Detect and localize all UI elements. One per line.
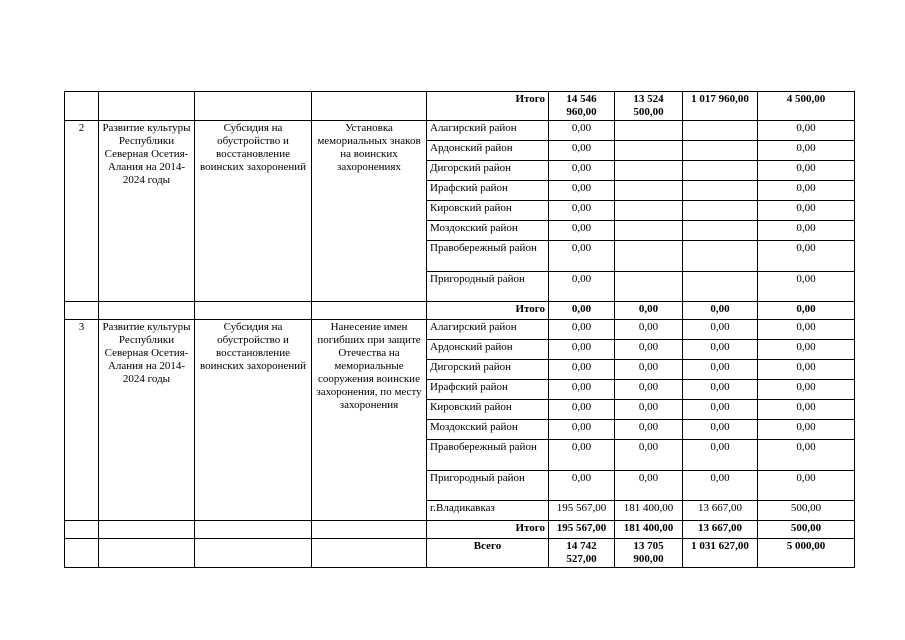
amount-cell: 0,00 [549,121,615,141]
amount-cell: 0,00 [683,360,758,380]
amount-cell: 500,00 [758,501,855,521]
empty-cell [99,302,195,320]
amount-cell: 0,00 [615,380,683,400]
total-value: 13 524 500,00 [615,92,683,121]
total-value: 14 546 960,00 [549,92,615,121]
amount-cell: 0,00 [549,320,615,340]
amount-cell [615,181,683,201]
amount-cell: 0,00 [758,181,855,201]
budget-table [64,91,855,568]
district-name: Правобережный район [427,241,549,272]
empty-cell [195,302,312,320]
event-name: Установка мемориальных знаков на воинских захоронениях [312,121,427,302]
amount-cell: 181 400,00 [615,501,683,521]
amount-cell [615,272,683,302]
amount-cell: 0,00 [549,440,615,471]
empty-cell [195,539,312,568]
amount-cell: 0,00 [549,360,615,380]
empty-cell [312,302,427,320]
amount-cell [615,201,683,221]
grand-total-value: 14 742 527,00 [549,539,615,568]
amount-cell: 0,00 [549,221,615,241]
district-name: Пригородный район [427,471,549,501]
subtotal-row [65,302,855,320]
row-number: 2 [65,121,99,302]
amount-cell: 0,00 [683,440,758,471]
amount-cell: 0,00 [758,272,855,302]
total-value: 0,00 [549,302,615,320]
district-name: Кировский район [427,201,549,221]
amount-cell: 0,00 [758,141,855,161]
district-name: Ирафский район [427,380,549,400]
amount-cell [683,141,758,161]
district-name: Моздокский район [427,221,549,241]
event-name: Нанесение имен погибших при защите Отечества на мемориальные сооружения воинские захоронения, по месту захоронения [312,320,427,521]
amount-cell: 0,00 [758,241,855,272]
empty-cell [65,92,99,121]
amount-cell: 0,00 [615,340,683,360]
amount-cell [615,221,683,241]
amount-cell [615,241,683,272]
amount-cell: 0,00 [758,320,855,340]
district-name: Кировский район [427,400,549,420]
subsidy-name: Субсидия на обустройство и восстановление воинских захоронений [195,320,312,521]
amount-cell: 0,00 [549,471,615,501]
amount-cell: 0,00 [683,471,758,501]
amount-cell: 0,00 [683,420,758,440]
amount-cell: 0,00 [615,360,683,380]
table-row [65,121,855,141]
amount-cell [615,141,683,161]
grand-total-value: 5 000,00 [758,539,855,568]
total-value: 0,00 [683,302,758,320]
amount-cell: 0,00 [549,161,615,181]
amount-cell: 0,00 [758,121,855,141]
empty-cell [65,302,99,320]
amount-cell: 0,00 [758,201,855,221]
empty-cell [195,521,312,539]
grand-total-value: 1 031 627,00 [683,539,758,568]
total-label: Итого [427,92,549,121]
subtotal-row [65,521,855,539]
empty-cell [65,521,99,539]
amount-cell: 0,00 [683,320,758,340]
amount-cell: 0,00 [758,440,855,471]
amount-cell: 0,00 [549,340,615,360]
amount-cell: 0,00 [683,380,758,400]
amount-cell: 0,00 [549,141,615,161]
amount-cell: 0,00 [683,340,758,360]
district-name: г.Владикавказ [427,501,549,521]
total-value: 181 400,00 [615,521,683,539]
district-name: Алагирский район [427,320,549,340]
top-total-row [65,92,855,121]
amount-cell: 0,00 [758,360,855,380]
district-name: Моздокский район [427,420,549,440]
district-name: Дигорский район [427,360,549,380]
amount-cell: 195 567,00 [549,501,615,521]
empty-cell [99,521,195,539]
amount-cell: 0,00 [549,272,615,302]
empty-cell [312,521,427,539]
district-name: Ардонский район [427,141,549,161]
amount-cell [683,201,758,221]
program-name: Развитие культуры Республики Северная Осетия-Алания на 2014-2024 годы [99,320,195,521]
subsidy-name: Субсидия на обустройство и восстановление воинских захоронений [195,121,312,302]
amount-cell: 0,00 [758,161,855,181]
empty-cell [99,92,195,121]
amount-cell: 0,00 [615,471,683,501]
total-value: 4 500,00 [758,92,855,121]
total-value: 13 667,00 [683,521,758,539]
total-value: 1 017 960,00 [683,92,758,121]
empty-cell [65,539,99,568]
amount-cell: 0,00 [549,241,615,272]
empty-cell [312,92,427,121]
amount-cell: 0,00 [758,340,855,360]
district-name: Правобережный район [427,440,549,471]
amount-cell: 0,00 [549,380,615,400]
amount-cell: 0,00 [615,320,683,340]
amount-cell: 0,00 [758,221,855,241]
total-value: 500,00 [758,521,855,539]
total-value: 195 567,00 [549,521,615,539]
empty-cell [312,539,427,568]
district-name: Дигорский район [427,161,549,181]
amount-cell [615,121,683,141]
amount-cell: 0,00 [615,400,683,420]
amount-cell: 0,00 [758,380,855,400]
amount-cell [683,221,758,241]
amount-cell: 0,00 [615,420,683,440]
amount-cell [615,161,683,181]
district-name: Ирафский район [427,181,549,201]
amount-cell: 0,00 [683,400,758,420]
amount-cell: 0,00 [549,181,615,201]
district-name: Алагирский район [427,121,549,141]
total-value: 0,00 [758,302,855,320]
total-value: 0,00 [615,302,683,320]
program-name: Развитие культуры Республики Северная Осетия-Алания на 2014-2024 годы [99,121,195,302]
amount-cell: 13 667,00 [683,501,758,521]
grand-total-row [65,539,855,568]
amount-cell [683,181,758,201]
amount-cell [683,121,758,141]
amount-cell [683,272,758,302]
empty-cell [99,539,195,568]
grand-total-label: Всего [427,539,549,568]
amount-cell: 0,00 [549,420,615,440]
table-row [65,320,855,340]
amount-cell: 0,00 [549,400,615,420]
amount-cell [683,161,758,181]
total-label: Итого [427,521,549,539]
amount-cell [683,241,758,272]
amount-cell: 0,00 [758,420,855,440]
empty-cell [195,92,312,121]
amount-cell: 0,00 [758,400,855,420]
district-name: Пригородный район [427,272,549,302]
district-name: Ардонский район [427,340,549,360]
grand-total-value: 13 705 900,00 [615,539,683,568]
amount-cell: 0,00 [549,201,615,221]
amount-cell: 0,00 [615,440,683,471]
total-label: Итого [427,302,549,320]
amount-cell: 0,00 [758,471,855,501]
row-number: 3 [65,320,99,521]
